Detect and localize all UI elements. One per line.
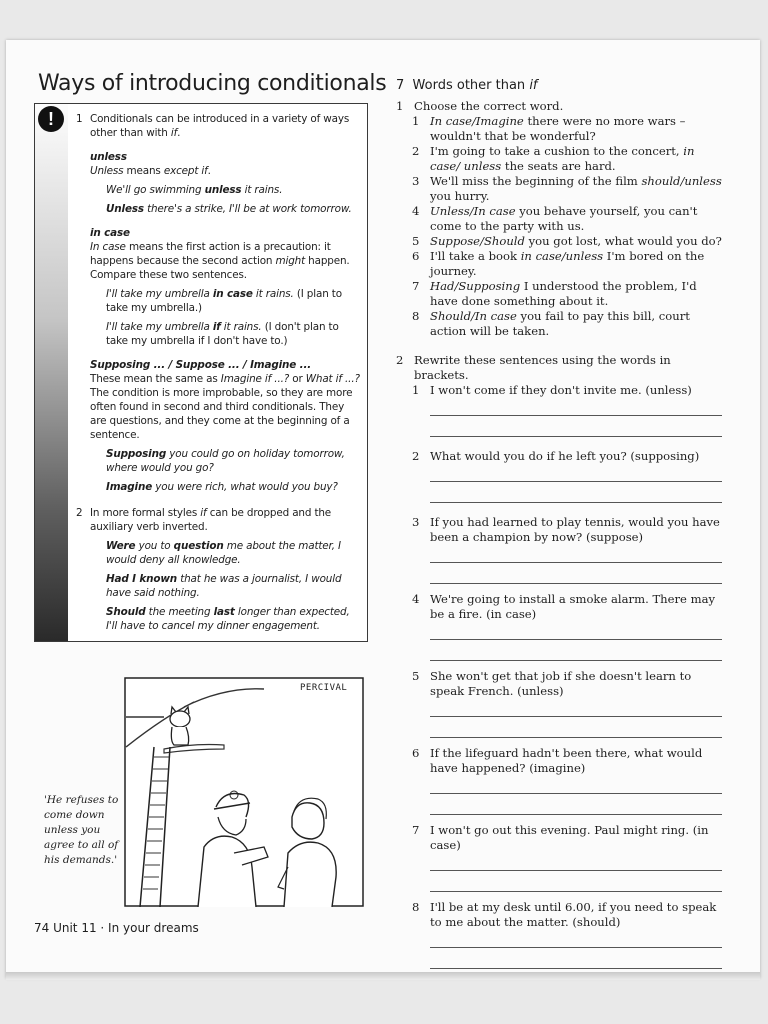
exercise-1-item: 5 Suppose/Should you got lost, what would you do?	[412, 234, 722, 248]
inversion-example-1: Were you to question me about the matter, I would deny all knowledge.	[106, 540, 341, 566]
exercise-2-item: 6 If the lifeguard hadn't been there, what would have happened? (imagine)	[412, 746, 703, 775]
grammar-box-content	[76, 112, 362, 633]
answer-line[interactable]	[430, 870, 722, 871]
exercise-1-instruction: 1 Choose the correct word.	[396, 99, 564, 113]
inversion-example-2: Had I known that he was a journalist, I would have said nothing.	[106, 573, 342, 599]
answer-line[interactable]	[430, 415, 722, 416]
point-2: 2 In more formal styles if can be dropped and the auxiliary verb inverted.	[76, 507, 332, 533]
inversion-example-3: Should the meeting last longer than expected, I'll have to cancel my dinner engagement.	[106, 606, 350, 632]
cartoon-illustration	[124, 677, 364, 907]
exercise-2-item: 1 I won't come if they don't invite me. (unless)	[412, 383, 692, 397]
exercise-2-item: 8 I'll be at my desk until 6.00, if you need to speak to me about the matter. (should)	[412, 900, 717, 929]
incase-example-2: I'll take my umbrella if it rains. (I don't plan to take my umbrella if I don't have to.)	[106, 321, 339, 347]
answer-line[interactable]	[430, 737, 722, 738]
answer-line[interactable]	[430, 891, 722, 892]
exercise-2-item: 4 We're going to install a smoke alarm. There may be a fire. (in case)	[412, 592, 716, 621]
exercise-1-item: 8 Should/In case you fail to pay this bill, court action will be taken.	[412, 309, 690, 338]
unless-example-1: We'll go swimming unless it rains.	[106, 184, 283, 196]
exercise-2-instruction: 2 Rewrite these sentences using the words in brackets.	[396, 353, 671, 382]
unless-example-2: Unless there's a strike, I'll be at work tomorrow.	[106, 203, 352, 215]
answer-line[interactable]	[430, 814, 722, 815]
exclamation-icon: !	[38, 106, 64, 132]
exercise-1-item: 2 I'm going to take a cushion to the concert, in case/ unless the seats are hard.	[412, 144, 695, 173]
page-title: Ways of introducing conditionals	[38, 71, 387, 96]
box-gradient-bar	[35, 104, 68, 641]
answer-line[interactable]	[430, 968, 722, 969]
cartoon-signature: PERCIVAL	[300, 683, 348, 693]
answer-line[interactable]	[430, 639, 722, 640]
point-1: 1 Conditionals can be introduced in a variety of ways other than with if.	[76, 113, 350, 139]
point-number: 2	[76, 507, 83, 519]
exercise-1-item: 1 In case/Imagine there were no more wars – wouldn't that be wonderful?	[412, 114, 686, 143]
answer-line[interactable]	[430, 502, 722, 503]
answer-line[interactable]	[430, 481, 722, 482]
incase-definition: In case means the first action is a precaution: it happens because the second action might happen. Compare these two sentences.	[90, 241, 350, 281]
answer-line[interactable]	[430, 716, 722, 717]
unless-definition: Unless means except if.	[90, 165, 211, 177]
answer-line[interactable]	[430, 947, 722, 948]
page-footer: 74 Unit 11 · In your dreams	[34, 921, 199, 935]
unless-heading: unless	[90, 151, 127, 163]
exercise-2-item: 5 She won't get that job if she doesn't learn to speak French. (unless)	[412, 669, 692, 698]
cartoon-caption: 'He refuses to come down unless you agree to all of his demands.'	[44, 794, 119, 866]
answer-line[interactable]	[430, 583, 722, 584]
exercise-1-items	[396, 114, 726, 339]
point-number: 1	[76, 113, 83, 125]
exercise-1-item: 6 I'll take a book in case/unless I'm bored on the journey.	[412, 249, 705, 278]
supposing-example-1: Supposing you could go on holiday tomorrow, where would you go?	[106, 448, 345, 474]
incase-heading: in case	[90, 227, 130, 239]
exercise-1-item: 7 Had/Supposing I understood the problem, I'd have done something about it.	[412, 279, 697, 308]
answer-line[interactable]	[430, 660, 722, 661]
exercise-1-item: 3 We'll miss the beginning of the film should/unless you hurry.	[412, 174, 722, 203]
supposing-heading: Supposing ... / Suppose ... / Imagine ...	[90, 359, 312, 371]
answer-line[interactable]	[430, 436, 722, 437]
grammar-box	[34, 103, 368, 642]
exercise-1	[396, 99, 726, 977]
exercise-2-item: 2 What would you do if he left you? (supposing)	[412, 449, 700, 463]
point-text: Conditionals can be introduced in a variety of ways other than with	[90, 113, 350, 139]
incase-example-1: I'll take my umbrella in case it rains. (I plan to take my umbrella.)	[106, 288, 342, 314]
point-text-if: if	[170, 127, 178, 139]
exercise-2-item: 3 If you had learned to play tennis, would you have been a champion by now? (suppose)	[412, 515, 720, 544]
exercise-1-item: 4 Unless/In case you behave yourself, you can't come to the party with us.	[412, 204, 698, 233]
answer-line[interactable]	[430, 793, 722, 794]
exercise-2-item: 7 I won't go out this evening. Paul might ring. (in case)	[412, 823, 709, 852]
supposing-definition: These mean the same as Imagine if ...? or What if ...? The condition is more improbable, so they are more often found in second and third conditionals. They are questions, and they come at the beginning of a sentence.	[90, 373, 360, 441]
section-heading: 7 Words other than if	[396, 78, 538, 93]
supposing-example-2: Imagine you were rich, what would you buy?	[106, 481, 338, 493]
answer-line[interactable]	[430, 562, 722, 563]
exercise-2-items	[396, 383, 726, 969]
